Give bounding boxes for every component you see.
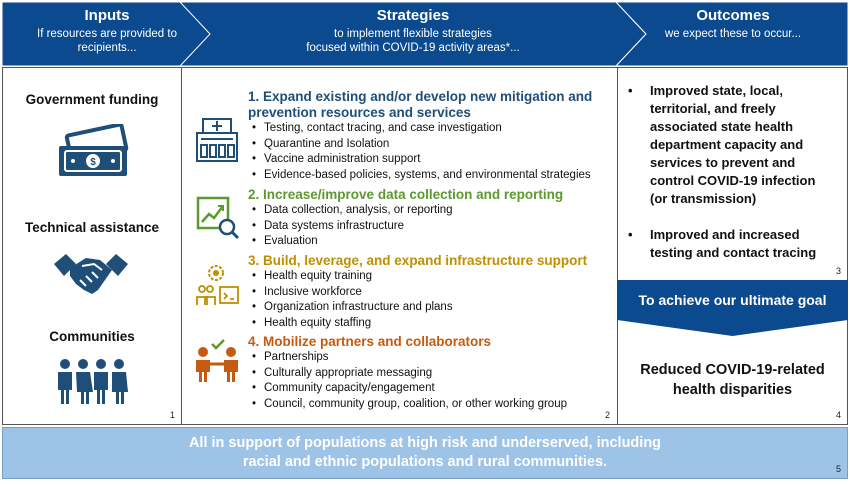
outcome-1-line: services to prevent and	[650, 155, 796, 170]
strategy-2-heading: 2. Increase/improve data collection and reporting	[248, 187, 564, 202]
outcomes-list	[624, 82, 839, 262]
ultimate-goal-line-1: Reduced COVID-19-related	[640, 362, 825, 378]
list-item: • Organization infrastructure and plans	[248, 300, 613, 316]
svg-text:$: $	[90, 157, 96, 168]
strategies-number: 2	[605, 410, 611, 420]
bottom-number: 5	[836, 464, 842, 474]
outcome-1-line: control COVID-19 infection	[650, 173, 816, 188]
list-item: • Data systems infrastructure	[248, 219, 613, 235]
inputs-header	[3, 0, 211, 66]
money-icon	[55, 124, 131, 180]
outcome-1-line: • Improved state, local,	[650, 83, 783, 98]
input-label-technical-assistance: Technical assistance	[24, 220, 160, 235]
outcomes-title: Outcomes	[696, 7, 770, 24]
strategy-1-heading-1: 1. Expand existing and/or develop new mitigation and	[248, 89, 593, 104]
list-item: • Community capacity/engagement	[248, 381, 613, 397]
inputs-subtitle-1: If resources are provided to	[37, 28, 177, 40]
input-label-funding: Government funding	[25, 92, 159, 107]
final-number: 4	[836, 410, 842, 420]
strategy-3	[248, 253, 613, 331]
outcome-1-line: associated state health	[650, 119, 794, 134]
strategy-2	[248, 187, 613, 250]
list-item: • Vaccine administration support	[248, 152, 613, 168]
strategies-subtitle-1: to implement flexible strategies	[334, 28, 492, 40]
strategies-subtitle-2: focused within COVID-19 activity areas*...	[306, 42, 520, 54]
list-item: • Culturally appropriate messaging	[248, 366, 613, 382]
inputs-subtitle-2: recipients...	[77, 42, 137, 54]
outcomes-header	[616, 0, 850, 66]
strategy-4-heading: 4. Mobilize partners and collaborators	[248, 334, 492, 349]
strategy-4	[248, 334, 613, 412]
data-chart-icon	[196, 196, 240, 240]
strategy-3-heading: 3. Build, leverage, and expand infrastructure support	[248, 253, 588, 268]
goal-arrow	[617, 280, 848, 336]
list-item: • Inclusive workforce	[248, 285, 613, 301]
outcomes-number: 3	[836, 266, 842, 276]
outcome-2-line: • Improved and increased	[650, 227, 800, 242]
outcome-1-line: territorial, and freely	[650, 101, 776, 116]
input-label-communities: Communities	[49, 329, 135, 344]
list-item: • Evidence-based policies, systems, and environmental strategies	[248, 168, 613, 184]
goal-text: To achieve our ultimate goal	[638, 292, 827, 308]
outcome-1-line: (or transmission)	[650, 191, 757, 206]
list-item: • Health equity staffing	[248, 316, 613, 332]
ultimate-goal	[617, 360, 848, 400]
outcome-item-2	[624, 226, 839, 262]
ultimate-goal-line-2: health disparities	[672, 382, 793, 398]
outcome-item-1	[624, 82, 839, 208]
list-item: • Health equity training	[248, 269, 613, 285]
strategy-1-heading-2: prevention resources and services	[248, 105, 471, 120]
inputs-number: 1	[170, 410, 176, 420]
strategies-title: Strategies	[376, 7, 450, 24]
bottom-line-1: All in support of populations at high risk and underserved, including	[188, 435, 662, 451]
list-item: • Data collection, analysis, or reporting	[248, 203, 613, 219]
list-item: • Quarantine and Isolation	[248, 137, 613, 153]
bottom-banner	[2, 427, 848, 479]
partners-icon	[194, 338, 240, 384]
list-item: • Evaluation	[248, 234, 613, 250]
list-item: • Testing, contact tracing, and case investigation	[248, 121, 613, 137]
outcome-1-line: department capacity and	[650, 137, 804, 152]
infrastructure-icon	[194, 263, 240, 309]
people-icon	[56, 358, 128, 406]
inputs-title: Inputs	[84, 7, 130, 24]
bottom-line-2: racial and ethnic populations and rural communities.	[242, 454, 608, 470]
hospital-icon	[195, 117, 239, 163]
handshake-icon	[52, 250, 130, 298]
list-item: • Council, community group, coalition, or other working group	[248, 397, 613, 413]
outcomes-subtitle-1: we expect these to occur...	[664, 28, 802, 40]
strategy-1	[248, 89, 613, 183]
outcome-2-line: testing and contact tracing	[650, 245, 817, 260]
list-item: • Partnerships	[248, 350, 613, 366]
strategies-header	[183, 0, 643, 66]
